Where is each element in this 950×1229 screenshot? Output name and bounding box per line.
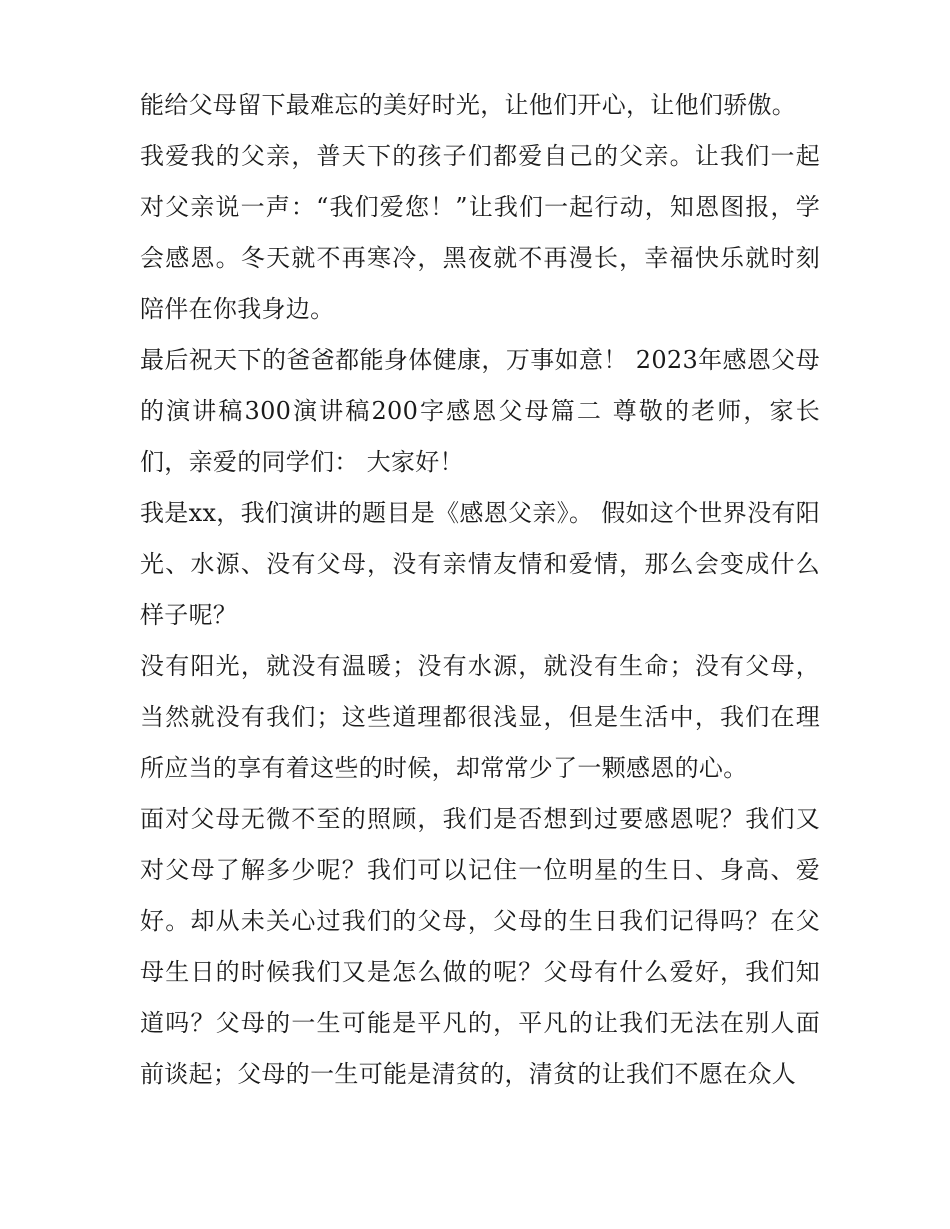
paragraph-3: 最后祝天下的爸爸都能身体健康，万事如意！ 2023年感恩父母的演讲稿300演讲稿200字感恩父母篇二 尊敬的老师，家长们，亲爱的同学们： 大家好！	[140, 346, 820, 476]
paragraph-4: 我是xx，我们演讲的题目是《感恩父亲》。 假如这个世界没有阳光、水源、没有父母，没有亲情友情和爱情，那么会变成什么样子呢？	[140, 499, 820, 629]
paragraph-6: 面对父母无微不至的照顾，我们是否想到过要感恩呢？我们又对父母了解多少呢？我们可以记住一位明星的生日、身高、爱好。却从未关心过我们的父母，父母的生日我们记得吗？在父母生日的时候我们又是怎么做的呢？父母有什么爱好，我们知道吗？父母的一生可能是平凡的，平凡的让我们无法在别人面前谈起；父母的一生可能是清贫的，清贫的让我们不愿在众人	[140, 805, 820, 1088]
paragraph-5: 没有阳光，就没有温暖；没有水源，就没有生命；没有父母，当然就没有我们；这些道理都很浅显，但是生活中，我们在理所应当的享有着这些的时候，却常常少了一颗感恩的心。	[140, 652, 820, 782]
paragraph-1: 能给父母留下最难忘的美好时光，让他们开心，让他们骄傲。	[140, 91, 797, 119]
document-page	[140, 80, 820, 1100]
paragraph-2: 我爱我的父亲，普天下的孩子们都爱自己的父亲。让我们一起对父亲说一声：“我们爱您！”让我们一起行动，知恩图报，学会感恩。冬天就不再寒冷，黑夜就不再漫长，幸福快乐就时刻陪伴在你我身边。	[140, 142, 820, 323]
